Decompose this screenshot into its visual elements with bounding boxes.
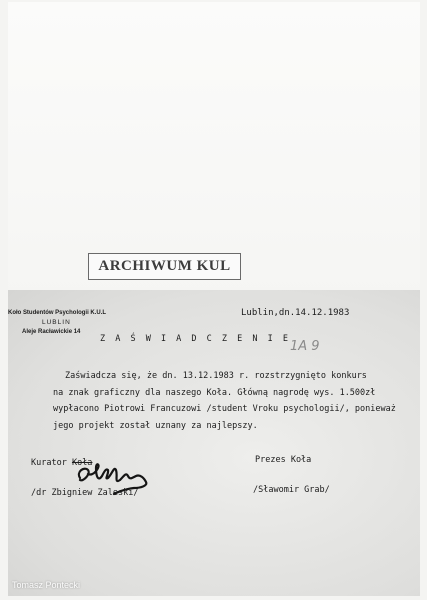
kurator-name: /dr Zbigniew Zaleski/ <box>31 488 139 498</box>
letter-body <box>53 368 398 434</box>
prezes-name: /Sławomir Grab/ <box>253 485 330 495</box>
body-line: wypłacono Piotrowi Francuzowi /student Vroku psychologii/, ponieważ <box>53 404 396 414</box>
body-line: na znak graficzny dla naszego Koła. Główną nagrodę wys. 1.500zł <box>53 387 376 398</box>
sender-street: Aleje Racławickie 14 <box>22 329 81 335</box>
body-line: jego projekt został uznany za najlepszy. <box>53 420 258 431</box>
document-heading: Z A Ś W I A D C Z E N I E <box>100 334 291 344</box>
prezes-label: Prezes Koła <box>255 455 312 465</box>
kurator-crossed-word: Koła <box>71 458 93 468</box>
body-line: Zaświadcza się, że dn. 13.12.1983 r. rozstrzygnięto konkurs <box>65 371 367 381</box>
kurator-title: Kurator <box>31 458 67 468</box>
archive-stamp <box>88 253 241 280</box>
photographer-watermark: Tomasz Pontecki <box>12 580 81 590</box>
sender-organization: Koło Studentów Psychologii K.U.L <box>8 309 107 316</box>
handwritten-note: 1A 9 <box>290 339 320 354</box>
sender-city: LUBLIN <box>42 319 71 326</box>
archive-stamp-text: ARCHIWUM KUL <box>98 258 231 274</box>
letter-date: Lublin,dn.14.12.1983 <box>241 308 350 318</box>
sender-block <box>8 309 128 335</box>
